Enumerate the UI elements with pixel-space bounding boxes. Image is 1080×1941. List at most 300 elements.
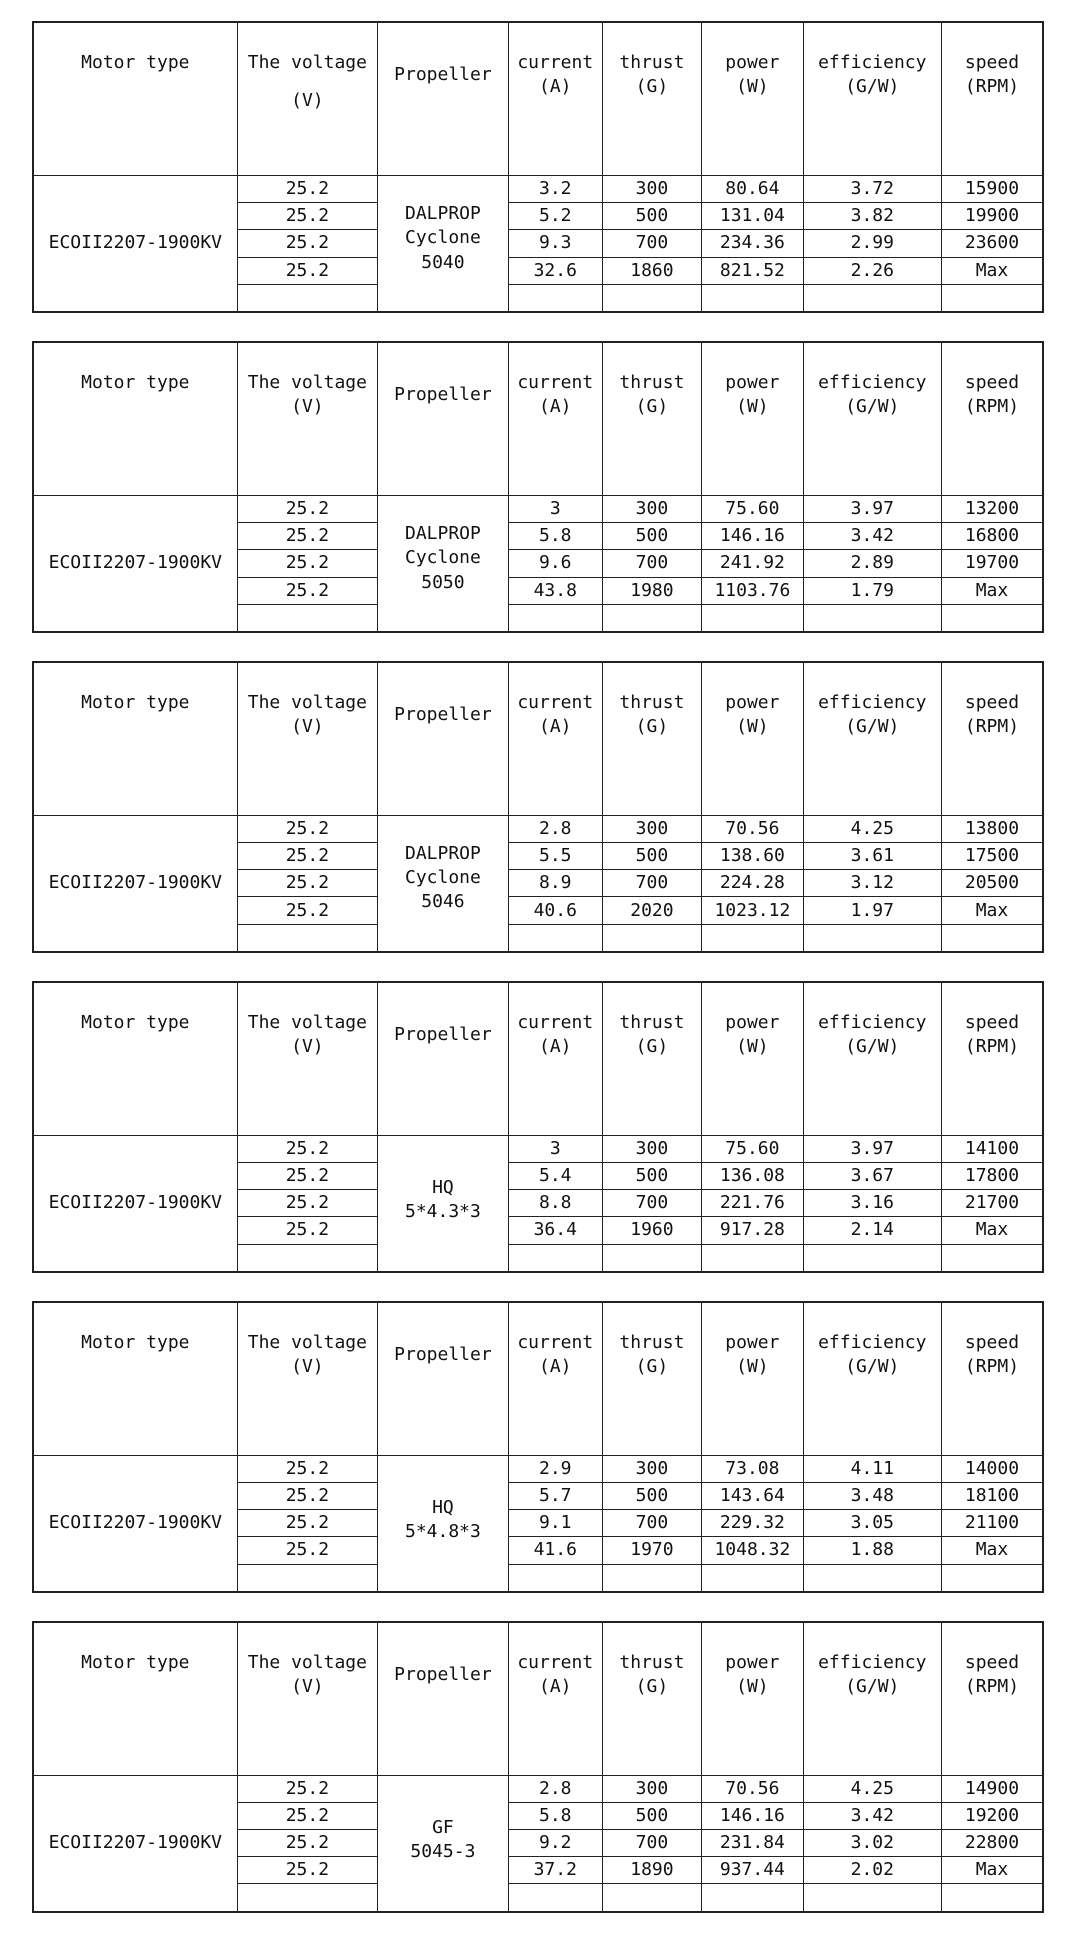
thrust-cell: 500 — [602, 1802, 701, 1829]
propeller-header-label: Propeller — [394, 383, 492, 405]
current-cell: 8.9 — [508, 870, 602, 897]
speed-cell: Max — [941, 577, 1043, 604]
power-cell: 146.16 — [702, 523, 804, 550]
efficiency-cell — [803, 604, 941, 632]
voltage-cell — [237, 924, 377, 952]
power-header — [702, 22, 804, 176]
current-header — [508, 982, 602, 1136]
thrust-header-label: thrust — [619, 371, 685, 393]
thrust-cell — [602, 284, 701, 312]
motor-type-header-label: Motor type — [81, 1331, 190, 1353]
voltage-header-unit: (V) — [291, 90, 324, 112]
efficiency-header — [803, 662, 941, 816]
speed-cell — [941, 1244, 1043, 1272]
voltage-cell: 25.2 — [237, 1135, 377, 1162]
voltage-header-unit: (V) — [291, 1675, 324, 1697]
speed-cell: 17800 — [941, 1163, 1043, 1190]
speed-header-label: speed — [964, 1011, 1020, 1033]
motor-type-header — [33, 1622, 237, 1776]
propeller-cell — [378, 1455, 509, 1591]
speed-cell: 23600 — [941, 230, 1043, 257]
thrust-header-label: thrust — [619, 1011, 685, 1033]
current-header-unit: (A) — [539, 1036, 572, 1058]
thrust-cell: 300 — [602, 815, 701, 842]
power-cell: 937.44 — [702, 1857, 804, 1884]
speed-header-label: speed — [964, 1651, 1020, 1673]
thrust-cell: 300 — [602, 176, 701, 203]
efficiency-header-label: efficiency — [818, 1331, 927, 1353]
power-header — [702, 342, 804, 496]
current-cell: 5.5 — [508, 843, 602, 870]
speed-header-unit: (RPM) — [964, 76, 1020, 98]
thrust-cell: 700 — [602, 1510, 701, 1537]
thrust-cell: 1890 — [602, 1857, 701, 1884]
voltage-cell: 25.2 — [237, 577, 377, 604]
thrust-cell: 1980 — [602, 577, 701, 604]
power-header-unit: (W) — [736, 1675, 769, 1697]
thrust-cell — [602, 1884, 701, 1912]
voltage-cell: 25.2 — [237, 1163, 377, 1190]
power-cell — [702, 284, 804, 312]
thrust-cell: 500 — [602, 1163, 701, 1190]
efficiency-cell: 3.61 — [803, 843, 941, 870]
current-cell: 9.2 — [508, 1830, 602, 1857]
speed-header-unit: (RPM) — [964, 1675, 1020, 1697]
current-cell — [508, 284, 602, 312]
speed-header-unit: (RPM) — [964, 1356, 1020, 1378]
power-cell: 1023.12 — [702, 897, 804, 924]
voltage-cell: 25.2 — [237, 203, 377, 230]
current-header-label: current — [517, 691, 594, 713]
thrust-cell: 300 — [602, 1775, 701, 1802]
power-cell: 221.76 — [702, 1190, 804, 1217]
power-cell: 231.84 — [702, 1830, 804, 1857]
table-row — [33, 1455, 1043, 1482]
power-cell: 821.52 — [702, 257, 804, 284]
voltage-header-label: The voltage — [247, 691, 367, 713]
speed-cell: 19900 — [941, 203, 1043, 230]
efficiency-cell: 4.11 — [803, 1455, 941, 1482]
voltage-header-label: The voltage — [247, 371, 367, 393]
propeller-name-line: 5040 — [421, 251, 465, 273]
power-cell: 136.08 — [702, 1163, 804, 1190]
thrust-header — [602, 342, 701, 496]
power-cell: 75.60 — [702, 495, 804, 522]
thrust-cell — [602, 924, 701, 952]
thrust-header — [602, 22, 701, 176]
speed-cell: 13800 — [941, 815, 1043, 842]
propeller-cell — [378, 176, 509, 312]
power-cell: 80.64 — [702, 176, 804, 203]
efficiency-header-unit: (G/W) — [845, 396, 900, 418]
motor-type-header — [33, 982, 237, 1136]
thrust-header — [602, 1302, 701, 1456]
propeller-header-label: Propeller — [394, 703, 492, 725]
propeller-header — [378, 22, 509, 176]
current-header-label: current — [517, 1011, 594, 1033]
motor-type-header — [33, 22, 237, 176]
voltage-cell — [237, 604, 377, 632]
thrust-cell: 1860 — [602, 257, 701, 284]
speed-cell: 19200 — [941, 1802, 1043, 1829]
power-cell — [702, 1884, 804, 1912]
power-cell: 138.60 — [702, 843, 804, 870]
thrust-cell: 2020 — [602, 897, 701, 924]
current-cell: 9.3 — [508, 230, 602, 257]
table-row — [33, 495, 1043, 522]
efficiency-cell: 3.82 — [803, 203, 941, 230]
efficiency-header — [803, 1302, 941, 1456]
current-cell — [508, 924, 602, 952]
current-cell: 43.8 — [508, 577, 602, 604]
propeller-name-line: GF — [432, 1816, 454, 1838]
motor-test-table — [32, 661, 1044, 953]
propeller-name-line: Cyclone — [405, 867, 481, 889]
current-header-label: current — [517, 1331, 594, 1353]
current-header — [508, 342, 602, 496]
efficiency-cell: 3.97 — [803, 495, 941, 522]
speed-cell: 13200 — [941, 495, 1043, 522]
current-header-label: current — [517, 52, 594, 73]
propeller-header — [378, 662, 509, 816]
voltage-cell: 25.2 — [237, 1217, 377, 1244]
motor-model-cell: ECOII2207-1900KV — [33, 495, 237, 631]
current-cell: 40.6 — [508, 897, 602, 924]
motor-type-header-label: Motor type — [81, 1651, 190, 1673]
propeller-header — [378, 1302, 509, 1456]
current-header-label: current — [517, 371, 594, 393]
spec-sheet — [32, 21, 1044, 1941]
power-cell: 241.92 — [702, 550, 804, 577]
voltage-cell: 25.2 — [237, 1482, 377, 1509]
efficiency-cell: 4.25 — [803, 1775, 941, 1802]
power-cell: 70.56 — [702, 1775, 804, 1802]
thrust-cell: 300 — [602, 1135, 701, 1162]
thrust-header-label: thrust — [619, 1331, 685, 1353]
efficiency-header-unit: (G/W) — [845, 1036, 900, 1058]
propeller-cell — [378, 1135, 509, 1271]
speed-cell — [941, 284, 1043, 312]
table-row — [33, 1135, 1043, 1162]
voltage-cell: 25.2 — [237, 523, 377, 550]
voltage-cell — [237, 1884, 377, 1912]
thrust-header-unit: (G) — [635, 396, 669, 418]
efficiency-cell — [803, 284, 941, 312]
propeller-name-line: 5050 — [421, 571, 465, 593]
speed-cell — [941, 604, 1043, 632]
speed-cell: Max — [941, 257, 1043, 284]
motor-type-header-label: Motor type — [81, 1011, 190, 1033]
power-header-unit: (W) — [736, 1356, 769, 1378]
speed-header — [941, 22, 1043, 176]
header-row — [33, 982, 1043, 1136]
thrust-header-label: thrust — [619, 691, 685, 713]
speed-cell — [941, 924, 1043, 952]
voltage-cell: 25.2 — [237, 815, 377, 842]
efficiency-header-unit: (G/W) — [845, 76, 900, 98]
thrust-cell: 700 — [602, 230, 701, 257]
speed-cell: 14000 — [941, 1455, 1043, 1482]
header-row — [33, 1622, 1043, 1776]
voltage-cell: 25.2 — [237, 1830, 377, 1857]
efficiency-cell: 3.16 — [803, 1190, 941, 1217]
efficiency-cell: 1.97 — [803, 897, 941, 924]
efficiency-header-label: efficiency — [818, 1011, 927, 1033]
propeller-name-line: 5*4.3*3 — [405, 1201, 481, 1223]
thrust-cell — [602, 1244, 701, 1272]
propeller-name-line: 5*4.8*3 — [405, 1521, 481, 1543]
voltage-header — [237, 1302, 377, 1456]
speed-header-unit: (RPM) — [964, 716, 1020, 738]
efficiency-cell — [803, 1884, 941, 1912]
thrust-cell: 500 — [602, 843, 701, 870]
voltage-header-label: The voltage — [247, 1011, 367, 1033]
current-header-unit: (A) — [539, 76, 572, 98]
speed-cell: 16800 — [941, 523, 1043, 550]
speed-cell: 21100 — [941, 1510, 1043, 1537]
motor-type-header — [33, 1302, 237, 1456]
speed-cell: 14100 — [941, 1135, 1043, 1162]
motor-type-header-label: Motor type — [81, 371, 190, 393]
current-header — [508, 1302, 602, 1456]
power-header-label: power — [725, 1651, 780, 1673]
current-cell: 2.9 — [508, 1455, 602, 1482]
speed-header-label: speed — [964, 52, 1020, 73]
power-header-label: power — [725, 52, 780, 73]
motor-model-cell: ECOII2207-1900KV — [33, 1455, 237, 1591]
current-cell: 9.1 — [508, 1510, 602, 1537]
speed-header-label: speed — [964, 1331, 1020, 1353]
current-cell: 32.6 — [508, 257, 602, 284]
voltage-header-label: The voltage — [247, 1331, 367, 1353]
efficiency-cell: 2.26 — [803, 257, 941, 284]
efficiency-cell: 4.25 — [803, 815, 941, 842]
speed-header-label: speed — [964, 371, 1020, 393]
voltage-cell: 25.2 — [237, 843, 377, 870]
propeller-cell — [378, 1775, 509, 1911]
thrust-cell — [602, 1564, 701, 1592]
speed-header — [941, 342, 1043, 496]
power-cell: 75.60 — [702, 1135, 804, 1162]
propeller-name-line: 5046 — [421, 891, 465, 913]
motor-type-header — [33, 662, 237, 816]
thrust-header — [602, 1622, 701, 1776]
current-cell: 9.6 — [508, 550, 602, 577]
current-cell: 5.7 — [508, 1482, 602, 1509]
current-cell: 37.2 — [508, 1857, 602, 1884]
thrust-header-unit: (G) — [635, 1675, 669, 1697]
power-header — [702, 1622, 804, 1776]
voltage-cell — [237, 1244, 377, 1272]
voltage-cell: 25.2 — [237, 495, 377, 522]
efficiency-header-unit: (G/W) — [845, 1675, 900, 1697]
power-cell: 917.28 — [702, 1217, 804, 1244]
current-cell: 41.6 — [508, 1537, 602, 1564]
motor-model-cell: ECOII2207-1900KV — [33, 815, 237, 951]
thrust-header-unit: (G) — [635, 1036, 669, 1058]
power-header-unit: (W) — [736, 716, 769, 738]
propeller-name-line: HQ — [432, 1496, 454, 1518]
thrust-header-label: thrust — [619, 1651, 685, 1673]
propeller-header — [378, 1622, 509, 1776]
current-cell: 5.8 — [508, 523, 602, 550]
efficiency-cell: 2.14 — [803, 1217, 941, 1244]
voltage-header-label: The voltage — [247, 52, 367, 73]
voltage-cell: 25.2 — [237, 1775, 377, 1802]
speed-cell: 18100 — [941, 1482, 1043, 1509]
efficiency-header-unit: (G/W) — [845, 1356, 900, 1378]
thrust-cell: 1970 — [602, 1537, 701, 1564]
power-cell — [702, 1244, 804, 1272]
speed-cell: 19700 — [941, 550, 1043, 577]
efficiency-cell — [803, 924, 941, 952]
speed-cell — [941, 1564, 1043, 1592]
power-header — [702, 662, 804, 816]
motor-type-header-label: Motor type — [81, 52, 190, 73]
header-row — [33, 22, 1043, 176]
current-cell: 3.2 — [508, 176, 602, 203]
thrust-cell: 300 — [602, 1455, 701, 1482]
propeller-header-label: Propeller — [394, 64, 492, 85]
thrust-cell: 1960 — [602, 1217, 701, 1244]
voltage-header-unit: (V) — [291, 1036, 324, 1058]
propeller-cell — [378, 495, 509, 631]
efficiency-cell: 3.05 — [803, 1510, 941, 1537]
propeller-name-line: HQ — [432, 1176, 454, 1198]
power-cell: 1103.76 — [702, 577, 804, 604]
efficiency-header-label: efficiency — [818, 691, 927, 713]
thrust-cell: 500 — [602, 523, 701, 550]
voltage-cell: 25.2 — [237, 257, 377, 284]
power-cell: 73.08 — [702, 1455, 804, 1482]
current-cell: 5.2 — [508, 203, 602, 230]
voltage-cell — [237, 1564, 377, 1592]
power-cell: 146.16 — [702, 1802, 804, 1829]
current-cell: 3 — [508, 1135, 602, 1162]
efficiency-cell: 1.79 — [803, 577, 941, 604]
power-header-unit: (W) — [736, 396, 769, 418]
power-cell: 1048.32 — [702, 1537, 804, 1564]
voltage-header — [237, 662, 377, 816]
table-row — [33, 176, 1043, 203]
current-cell: 3 — [508, 495, 602, 522]
efficiency-header — [803, 22, 941, 176]
propeller-header — [378, 982, 509, 1136]
thrust-cell: 500 — [602, 1482, 701, 1509]
power-cell: 229.32 — [702, 1510, 804, 1537]
thrust-cell: 700 — [602, 1830, 701, 1857]
power-cell — [702, 604, 804, 632]
efficiency-cell: 1.88 — [803, 1537, 941, 1564]
power-cell: 234.36 — [702, 230, 804, 257]
motor-type-header-label: Motor type — [81, 691, 190, 713]
speed-cell: 20500 — [941, 870, 1043, 897]
speed-header — [941, 1622, 1043, 1776]
voltage-cell: 25.2 — [237, 550, 377, 577]
speed-cell: 22800 — [941, 1830, 1043, 1857]
voltage-header-label: The voltage — [247, 1651, 367, 1673]
thrust-cell: 700 — [602, 870, 701, 897]
speed-cell: 15900 — [941, 176, 1043, 203]
voltage-header-unit: (V) — [291, 716, 324, 738]
table-row — [33, 815, 1043, 842]
speed-cell: Max — [941, 1217, 1043, 1244]
propeller-header-label: Propeller — [394, 1343, 492, 1365]
efficiency-cell: 3.02 — [803, 1830, 941, 1857]
power-cell: 70.56 — [702, 815, 804, 842]
propeller-name-line: DALPROP — [405, 522, 481, 544]
power-header-label: power — [725, 1011, 780, 1033]
power-cell: 224.28 — [702, 870, 804, 897]
voltage-header-unit: (V) — [291, 1356, 324, 1378]
thrust-cell: 700 — [602, 1190, 701, 1217]
current-header-label: current — [517, 1651, 594, 1673]
power-cell — [702, 924, 804, 952]
speed-cell: 21700 — [941, 1190, 1043, 1217]
efficiency-header — [803, 1622, 941, 1776]
power-cell: 131.04 — [702, 203, 804, 230]
efficiency-header-unit: (G/W) — [845, 716, 900, 738]
thrust-header-unit: (G) — [635, 76, 669, 98]
header-row — [33, 342, 1043, 496]
table-row — [33, 1775, 1043, 1802]
current-cell — [508, 1244, 602, 1272]
efficiency-cell: 3.97 — [803, 1135, 941, 1162]
motor-model-cell: ECOII2207-1900KV — [33, 1775, 237, 1911]
efficiency-header-label: efficiency — [818, 52, 927, 73]
voltage-cell — [237, 284, 377, 312]
current-cell: 8.8 — [508, 1190, 602, 1217]
motor-model-cell: ECOII2207-1900KV — [33, 1135, 237, 1271]
propeller-name-line: Cyclone — [405, 227, 481, 249]
speed-cell: Max — [941, 897, 1043, 924]
current-header — [508, 1622, 602, 1776]
thrust-cell: 500 — [602, 203, 701, 230]
voltage-cell: 25.2 — [237, 870, 377, 897]
speed-header-label: speed — [964, 691, 1020, 713]
power-cell: 143.64 — [702, 1482, 804, 1509]
voltage-cell: 25.2 — [237, 1802, 377, 1829]
speed-cell — [941, 1884, 1043, 1912]
thrust-header-unit: (G) — [635, 716, 669, 738]
speed-header-unit: (RPM) — [964, 1036, 1020, 1058]
motor-test-table — [32, 341, 1044, 633]
voltage-cell: 25.2 — [237, 1537, 377, 1564]
speed-header — [941, 1302, 1043, 1456]
efficiency-cell: 3.67 — [803, 1163, 941, 1190]
power-header-unit: (W) — [736, 76, 769, 98]
current-cell: 2.8 — [508, 1775, 602, 1802]
thrust-cell — [602, 604, 701, 632]
voltage-cell: 25.2 — [237, 230, 377, 257]
speed-cell: Max — [941, 1857, 1043, 1884]
efficiency-cell — [803, 1564, 941, 1592]
speed-cell: 14900 — [941, 1775, 1043, 1802]
motor-model-cell: ECOII2207-1900KV — [33, 176, 237, 312]
voltage-header — [237, 982, 377, 1136]
current-header-unit: (A) — [539, 1356, 572, 1378]
power-header — [702, 982, 804, 1136]
current-cell: 5.4 — [508, 1163, 602, 1190]
propeller-name-line: DALPROP — [405, 842, 481, 864]
thrust-cell: 700 — [602, 550, 701, 577]
voltage-cell: 25.2 — [237, 1190, 377, 1217]
header-row — [33, 662, 1043, 816]
current-cell — [508, 604, 602, 632]
propeller-name-line: 5045-3 — [410, 1840, 476, 1862]
speed-header-unit: (RPM) — [964, 396, 1020, 418]
efficiency-cell: 3.12 — [803, 870, 941, 897]
